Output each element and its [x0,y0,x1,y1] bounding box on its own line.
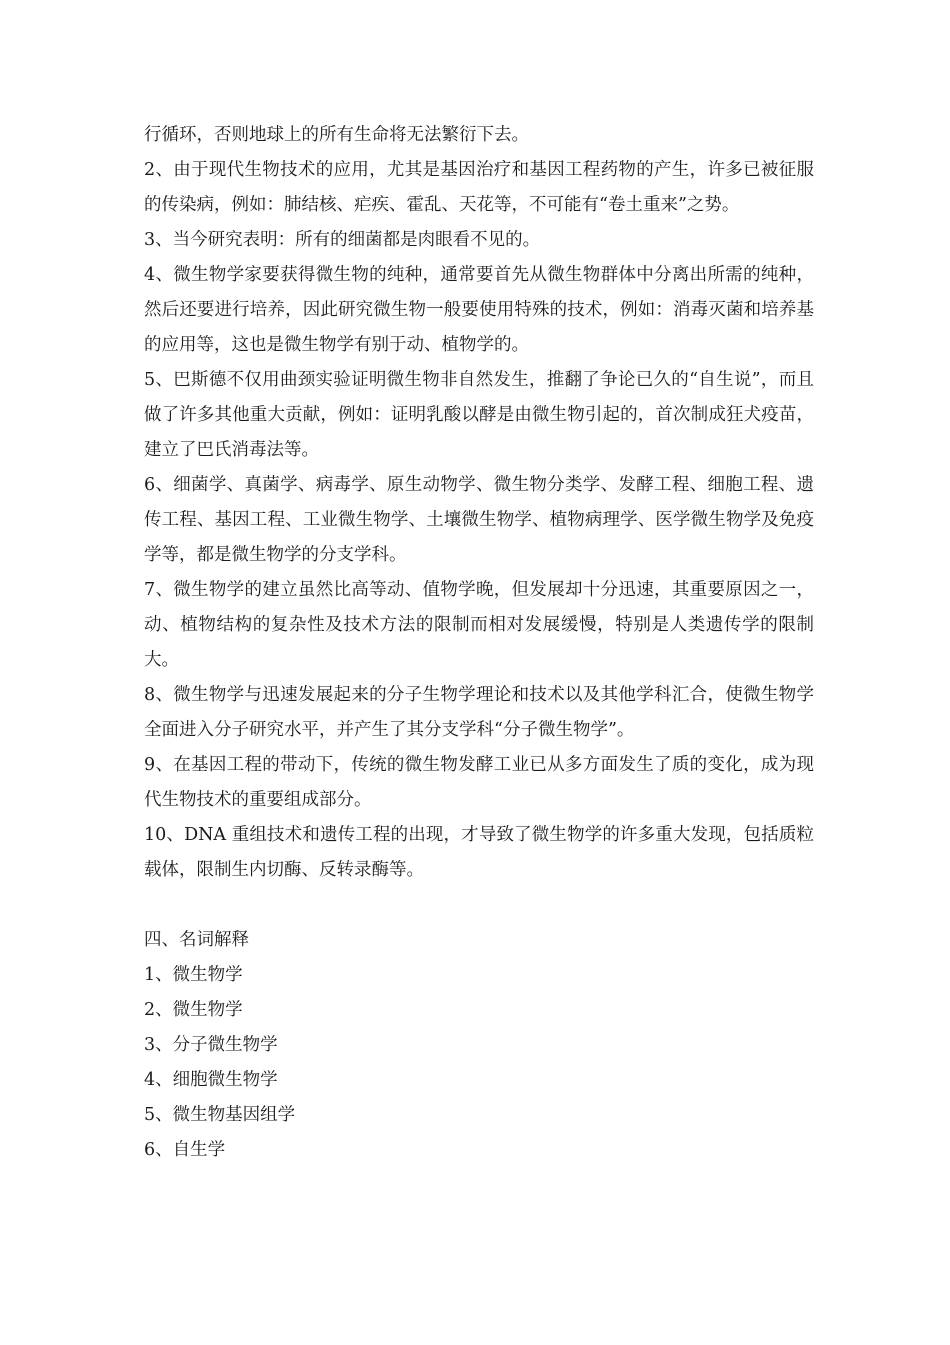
statement-item: 7、微生物学的建立虽然比高等动、值物学晚，但发展却十分迅速，其重要原因之一，动、植物结构的复杂性及技术方法的限制而相对发展缓慢，特别是人类遗传学的限制大。 [144,580,814,670]
term-item: 1、微生物学 [144,965,243,985]
statement-continuation: 行循环，否则地球上的所有生命将无法繁衍下去。 [144,125,529,145]
term-item: 5、微生物基因组学 [144,1105,296,1125]
term-item: 6、自生学 [144,1140,226,1160]
section-spacer [144,888,814,923]
statement-item: 6、细菌学、真菌学、病毒学、原生动物学、微生物分类学、发酵工程、细胞工程、遗传工程、基因工程、工业微生物学、土壤微生物学、植物病理学、医学微生物学及免疫学等，都是微生物学的分支学科。 [144,475,814,565]
term-item: 3、分子微生物学 [144,1035,278,1055]
term-item: 4、细胞微生物学 [144,1070,278,1090]
statement-item: 4、微生物学家要获得微生物的纯种，通常要首先从微生物群体中分离出所需的纯种，然后还要进行培养，因此研究微生物一般要使用特殊的技术，例如：消毒灭菌和培养基的应用等，这也是微生物学有别于动、植物学的。 [144,265,814,355]
statement-item: 10、DNA 重组技术和遗传工程的出现，才导致了微生物学的许多重大发现，包括质粒载体，限制生内切酶、反转录酶等。 [144,825,814,880]
statement-item: 8、微生物学与迅速发展起来的分子生物学理论和技术以及其他学科汇合，使微生物学全面进入分子研究水平，并产生了其分支学科“分子微生物学”。 [144,685,814,740]
section-title: 四、名词解释 [144,930,249,950]
statement-item: 3、当今研究表明：所有的细菌都是肉眼看不见的。 [144,230,541,250]
term-item: 2、微生物学 [144,1000,243,1020]
statement-item: 9、在基因工程的带动下，传统的微生物发酵工业已从多方面发生了质的变化，成为现代生物技术的重要组成部分。 [144,755,814,810]
statement-item: 2、由于现代生物技术的应用，尤其是基因治疗和基因工程药物的产生，许多已被征服的传染病，例如：肺结核、疟疾、霍乱、天花等，不可能有“卷土重来”之势。 [144,160,814,215]
statement-item: 5、巴斯德不仅用曲颈实验证明微生物非自然发生，推翻了争论已久的“自生说”，而且做了许多其他重大贡献，例如：证明乳酸以酵是由微生物引起的，首次制成狂犬疫苗，建立了巴氏消毒法等。 [144,370,814,460]
document-body [144,118,814,1168]
